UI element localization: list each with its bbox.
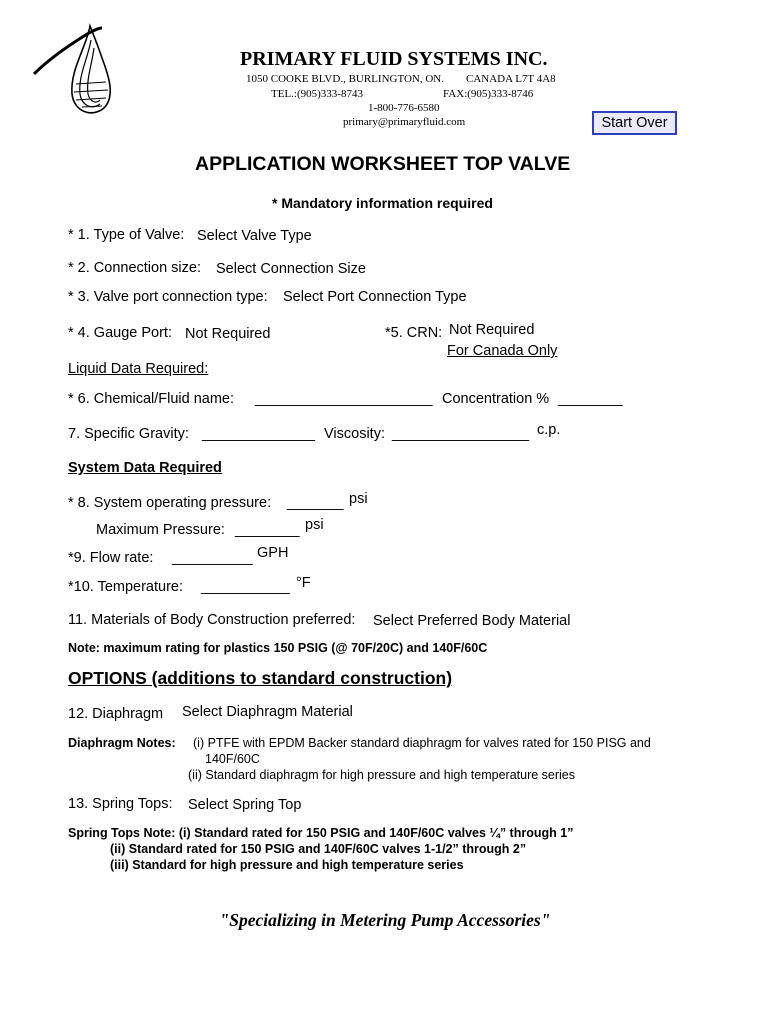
q8-label: * 8. System operating pressure: — [68, 495, 272, 511]
q12-label: 12. Diaphragm — [68, 706, 164, 722]
company-country-postal: CANADA L7T 4A8 — [466, 73, 556, 85]
company-logo-icon — [28, 18, 128, 126]
chemical-name-field[interactable]: ______________________ — [255, 391, 433, 407]
body-material-select[interactable]: Select Preferred Body Material — [373, 613, 571, 629]
q4-label: * 4. Gauge Port: — [68, 325, 172, 341]
company-fax: FAX:(905)333-8746 — [443, 88, 534, 100]
specific-gravity-field[interactable]: ______________ — [202, 426, 315, 442]
q5-label: *5. CRN: — [385, 325, 443, 341]
gauge-port-select[interactable]: Not Required — [185, 326, 271, 342]
company-tollfree: 1-800-776-6580 — [368, 102, 440, 114]
crn-select[interactable]: Not Required — [449, 322, 535, 338]
temperature-field[interactable]: ___________ — [201, 579, 290, 595]
spring-note-3: (iii) Standard for high pressure and high temperature series — [110, 858, 464, 872]
company-name: PRIMARY FLUID SYSTEMS INC. — [240, 48, 548, 70]
company-email: primary@primaryfluid.com — [343, 116, 466, 128]
connection-size-select[interactable]: Select Connection Size — [216, 261, 366, 277]
spring-note-2: (ii) Standard rated for 150 PSIG and 140F/60C valves 1-1/2” through 2” — [110, 842, 527, 856]
flow-rate-field[interactable]: __________ — [172, 550, 253, 566]
q9-label: *9. Flow rate: — [68, 550, 154, 566]
crn-note: For Canada Only — [447, 343, 558, 359]
diaphragm-note-1: (i) PTFE with EPDM Backer standard diaphragm for valves rated for 150 PISG and — [193, 736, 651, 750]
operating-pressure-field[interactable]: _______ — [287, 495, 344, 511]
diaphragm-notes-label: Diaphragm Notes: — [68, 736, 176, 750]
valve-type-select[interactable]: Select Valve Type — [197, 228, 312, 244]
diaphragm-note-1-cont: 140F/60C — [205, 752, 260, 766]
q13-label: 13. Spring Tops: — [68, 796, 173, 812]
q10-label: *10. Temperature: — [68, 579, 183, 595]
company-address: 1050 COOKE BLVD., BURLINGTON, ON. — [246, 73, 445, 85]
page-title: APPLICATION WORKSHEET TOP VALVE — [195, 153, 571, 175]
viscosity-unit: c.p. — [537, 422, 561, 438]
q2-label: * 2. Connection size: — [68, 260, 201, 276]
system-data-heading: System Data Required — [68, 460, 222, 476]
viscosity-field[interactable]: _________________ — [392, 426, 530, 442]
company-tel: TEL.:(905)333-8743 — [271, 88, 363, 100]
concentration-field[interactable]: ________ — [558, 391, 623, 407]
max-pressure-unit: psi — [305, 517, 324, 533]
mandatory-note: * Mandatory information required — [272, 195, 493, 211]
max-pressure-label: Maximum Pressure: — [96, 522, 225, 538]
q1-label: * 1. Type of Valve: — [68, 227, 185, 243]
start-over-button[interactable]: Start Over — [592, 111, 677, 135]
diaphragm-note-2: (ii) Standard diaphragm for high pressure and high temperature series — [188, 768, 576, 782]
port-connection-select[interactable]: Select Port Connection Type — [283, 289, 467, 305]
footer-slogan: "Specializing in Metering Pump Accessories" — [219, 910, 551, 930]
options-heading: OPTIONS (additions to standard construction) — [68, 668, 453, 688]
q11-label: 11. Materials of Body Construction preferred: — [68, 612, 356, 628]
flow-rate-unit: GPH — [257, 545, 289, 561]
viscosity-label: Viscosity: — [324, 426, 385, 442]
q7-label: 7. Specific Gravity: — [68, 426, 189, 442]
max-pressure-field[interactable]: ________ — [235, 522, 300, 538]
liquid-data-heading: Liquid Data Required: — [68, 361, 209, 377]
operating-pressure-unit: psi — [349, 491, 368, 507]
spring-top-select[interactable]: Select Spring Top — [188, 797, 302, 813]
diaphragm-select[interactable]: Select Diaphragm Material — [182, 704, 353, 720]
q3-label: * 3. Valve port connection type: — [68, 289, 268, 305]
concentration-label: Concentration % — [442, 391, 550, 407]
plastics-note: Note: maximum rating for plastics 150 PSIG (@ 70F/20C) and 140F/60C — [68, 641, 488, 655]
q6-label: * 6. Chemical/Fluid name: — [68, 391, 235, 407]
temperature-unit: °F — [296, 575, 311, 591]
spring-note-1: Spring Tops Note: (i) Standard rated for 150 PSIG and 140F/60C valves ¼” through 1” — [68, 826, 574, 840]
